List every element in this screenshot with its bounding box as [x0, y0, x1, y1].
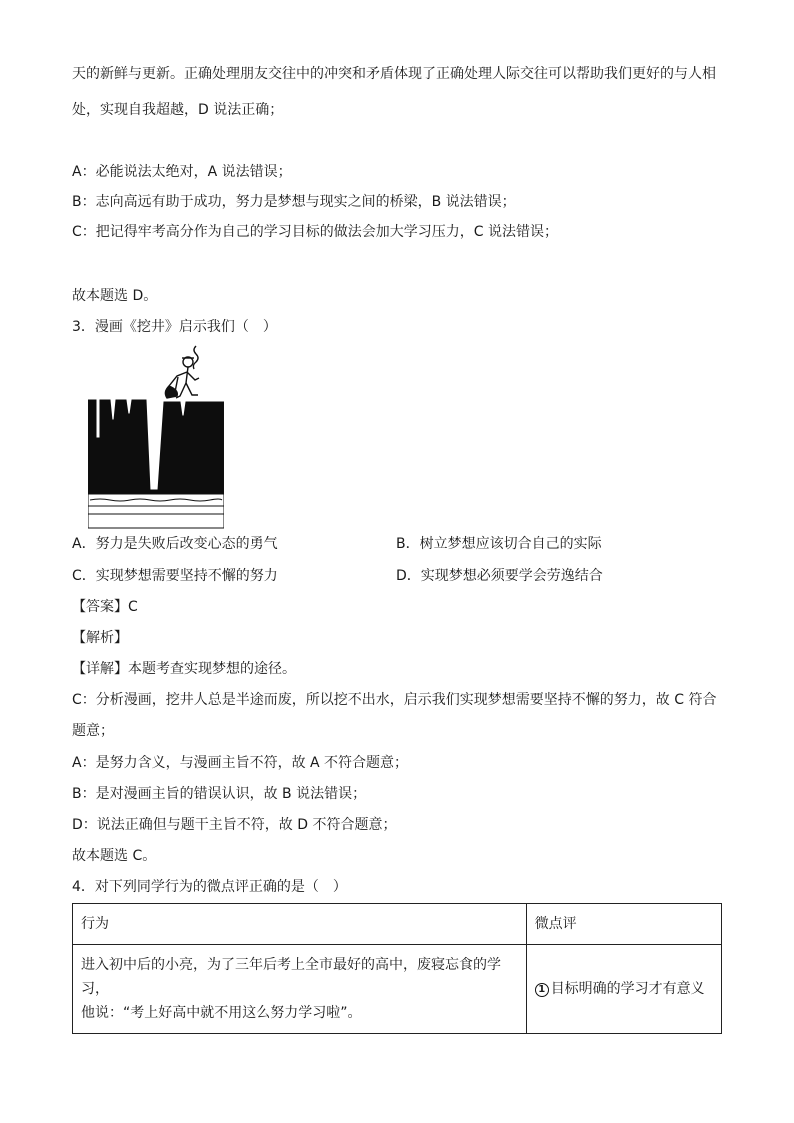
detail-line: 【详解】本题考查实现梦想的途径。 — [72, 661, 296, 677]
option-a: A．努力是失败后改变心态的勇气 — [72, 536, 278, 552]
d-analysis: D：说法正确但与题干主旨不符，故 D 不符合题意； — [72, 817, 397, 833]
water-lines — [88, 494, 224, 528]
answer-value: C — [128, 599, 138, 615]
b-analysis: B：是对漫画主旨的错误认识，故 B 说法错误； — [72, 786, 367, 802]
cartoon-drawing — [88, 342, 224, 532]
answer-line — [72, 597, 138, 617]
a-analysis: A：是努力含义，与漫画主旨不符，故 A 不符合题意； — [72, 755, 409, 771]
option-d: D．实现梦想必须要学会劳逸结合 — [396, 568, 603, 584]
question-4-table — [72, 903, 722, 1034]
comment-text: 目标明确的学习才有意义 — [550, 981, 705, 997]
question-3-stem: 3．漫画《挖井》启示我们（ ） — [72, 319, 277, 335]
question-4-stem: 4．对下列同学行为的微点评正确的是（ ） — [72, 879, 347, 895]
c-analysis-line-1: C：分析漫画，挖井人总是半途而废，所以挖不出水，启示我们实现梦想需要坚持不懈的努力，故 C 符合 — [72, 692, 717, 708]
c-analysis-line-2: 题意； — [72, 723, 114, 739]
previous-conclusion: 故本题选 D。 — [72, 288, 158, 304]
behavior-line-1: 进入初中后的小亮，为了三年后考上全市最好的高中，废寝忘食的学习， — [81, 957, 501, 997]
digger-figure — [165, 346, 199, 398]
option-c: C．实现梦想需要坚持不懈的努力 — [72, 568, 278, 584]
analysis-tag: 【解析】 — [72, 630, 128, 646]
table-header-row — [73, 904, 722, 945]
option-b-note: B：志向高远有助于成功，努力是梦想与现实之间的桥梁，B 说法错误； — [72, 194, 516, 210]
well-digging-cartoon — [88, 342, 224, 532]
option-a-note: A：必能说法太绝对，A 说法错误； — [72, 164, 292, 180]
question-3-conclusion: 故本题选 C。 — [72, 848, 157, 864]
option-b: B．树立梦想应该切合自己的实际 — [396, 536, 602, 552]
behavior-line-2: 他说：“考上好高中就不用这么努力学习啦”。 — [81, 1005, 362, 1021]
ground-with-wells — [88, 400, 224, 494]
answer-tag: 【答案】 — [72, 599, 128, 615]
header-behavior: 行为 — [73, 904, 527, 945]
circled-number-icon: 1 — [535, 983, 549, 997]
comment-cell — [526, 945, 721, 1034]
paragraph-line-1: 天的新鲜与更新。正确处理朋友交往中的冲突和矛盾体现了正确处理人际交往可以帮助我们更好的与人相 — [72, 66, 716, 82]
paragraph-line-2: 处，实现自我超越，D 说法正确； — [72, 102, 284, 118]
header-comment: 微点评 — [526, 904, 721, 945]
option-c-note: C：把记得牢考高分作为自己的学习目标的做法会加大学习压力，C 说法错误； — [72, 224, 558, 240]
table-row — [73, 945, 722, 1034]
behavior-cell — [73, 945, 527, 1034]
